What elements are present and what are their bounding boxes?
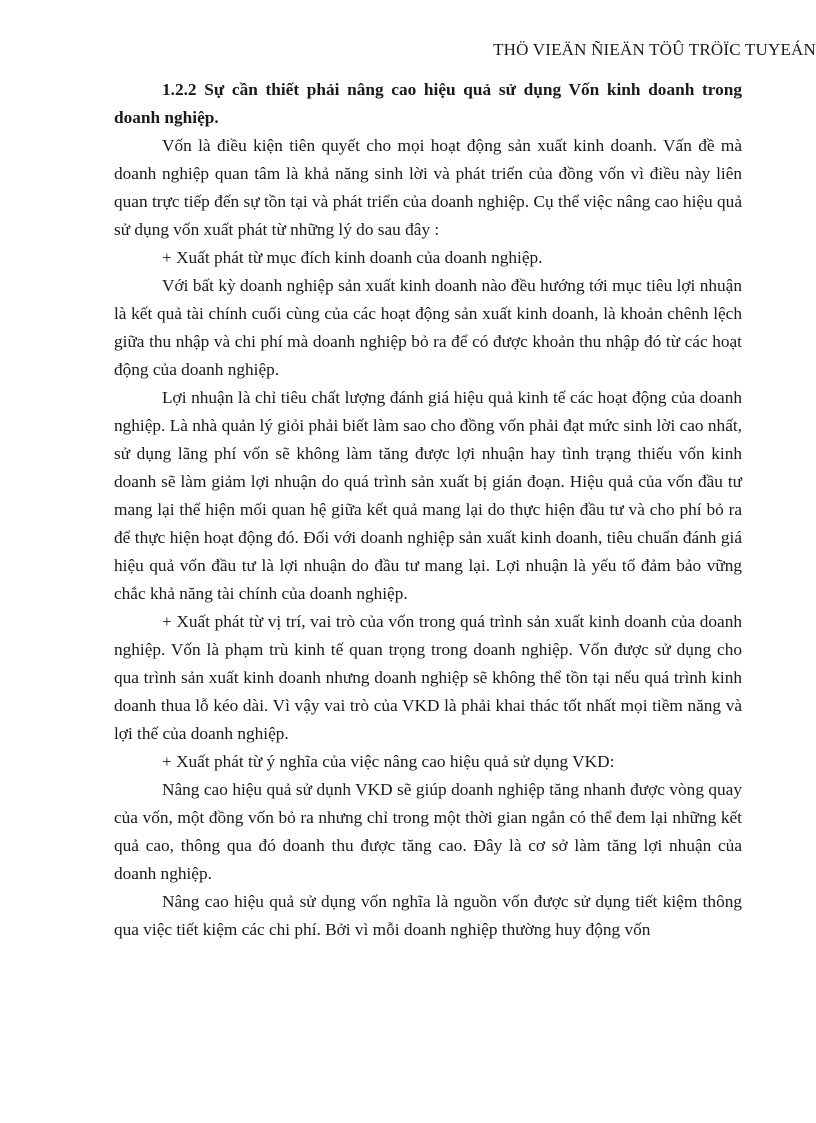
page-header: THÖ VIEÄN ÑIEÄN TÖÛ TRÖÏC TUYEÁN	[493, 40, 816, 59]
paragraph: + Xuất phát từ mục đích kinh doanh của doanh nghiệp.	[162, 248, 543, 267]
paragraph: Lợi nhuận là chỉ tiêu chất lượng đánh giá hiệu quả kinh tế các hoạt động của doanh nghiệp. Là nhà quản lý giỏi phải biết làm sao cho đồng vốn phải đạt mức sinh lời cao nhất, sử dụng lãng phí vốn sẽ không làm tăng được lợi nhuận hay tình trạng thiếu vốn kinh doanh sẽ làm giảm lợi nhuận do quá trình sản xuất bị gián đoạn. Hiệu quả của vốn đầu tư mang lại thể hiện mối quan hệ giữa kết quả mang lại do thực hiện đầu tư và cho phí bỏ ra để thực hiện hoạt động đó. Đối với doanh nghiệp sản xuất kinh doanh, tiêu chuẩn đánh giá hiệu quả vốn đầu tư là lợi nhuận do đầu tư mang lại. Lợi nhuận là yếu tố đảm bảo vững chắc khả năng tài chính của doanh nghiệp.	[114, 388, 742, 603]
section-heading: 1.2.2 Sự cần thiết phải nâng cao hiệu quả sử dụng Vốn kinh doanh trong doanh nghiệp.	[114, 80, 742, 127]
paragraph: Nâng cao hiệu quả sử dụnh VKD sẽ giúp doanh nghiệp tăng nhanh được vòng quay của vốn, một đồng vốn bỏ ra nhưng chỉ trong một thời gian ngắn có thể đem lại những kết quả cao, thông qua đó doanh thu được tăng cao. Đây là cơ sở làm tăng lợi nhuận của doanh nghiệp.	[114, 780, 742, 883]
paragraph: Nâng cao hiệu quả sử dụng vốn nghĩa là nguồn vốn được sử dụng tiết kiệm thông qua việc tiết kiệm các chi phí. Bởi vì mỗi doanh nghiệp thường huy động vốn	[114, 892, 742, 939]
document-body	[114, 76, 742, 944]
paragraph: Với bất kỳ doanh nghiệp sản xuất kinh doanh nào đều hướng tới mục tiêu lợi nhuận là kết quả tài chính cuối cùng của các hoạt động sản xuất kinh doanh, là khoản chênh lệch giữa thu nhập và chi phí mà doanh nghiệp bỏ ra để có được khoản thu nhập đó từ các hoạt động của doanh nghiệp.	[114, 276, 742, 379]
paragraph: Vốn là điều kiện tiên quyết cho mọi hoạt động sản xuất kinh doanh. Vấn đề mà doanh nghiệp quan tâm là khả năng sinh lời và phát triển của đồng vốn vì điều này liên quan trực tiếp đến sự tồn tại và phát triển của doanh nghiệp. Cụ thể việc nâng cao hiệu quả sử dụng vốn xuất phát từ những lý do sau đây :	[114, 136, 742, 239]
paragraph: + Xuất phát từ vị trí, vai trò của vốn trong quá trình sản xuất kinh doanh của doanh nghiệp. Vốn là phạm trù kinh tế quan trọng trong doanh nghiệp. Vốn được sử dụng cho qua trình sản xuất kinh doanh nhưng doanh nghiệp sẽ không thể tồn tại nếu quá trình kinh doanh thua lỗ kéo dài. Vì vậy vai trò của VKD là phải khai thác tốt nhất mọi tiềm năng và lợi thế của doanh nghiệp.	[114, 612, 742, 743]
paragraph: + Xuất phát từ ý nghĩa của việc nâng cao hiệu quả sử dụng VKD:	[162, 752, 615, 771]
